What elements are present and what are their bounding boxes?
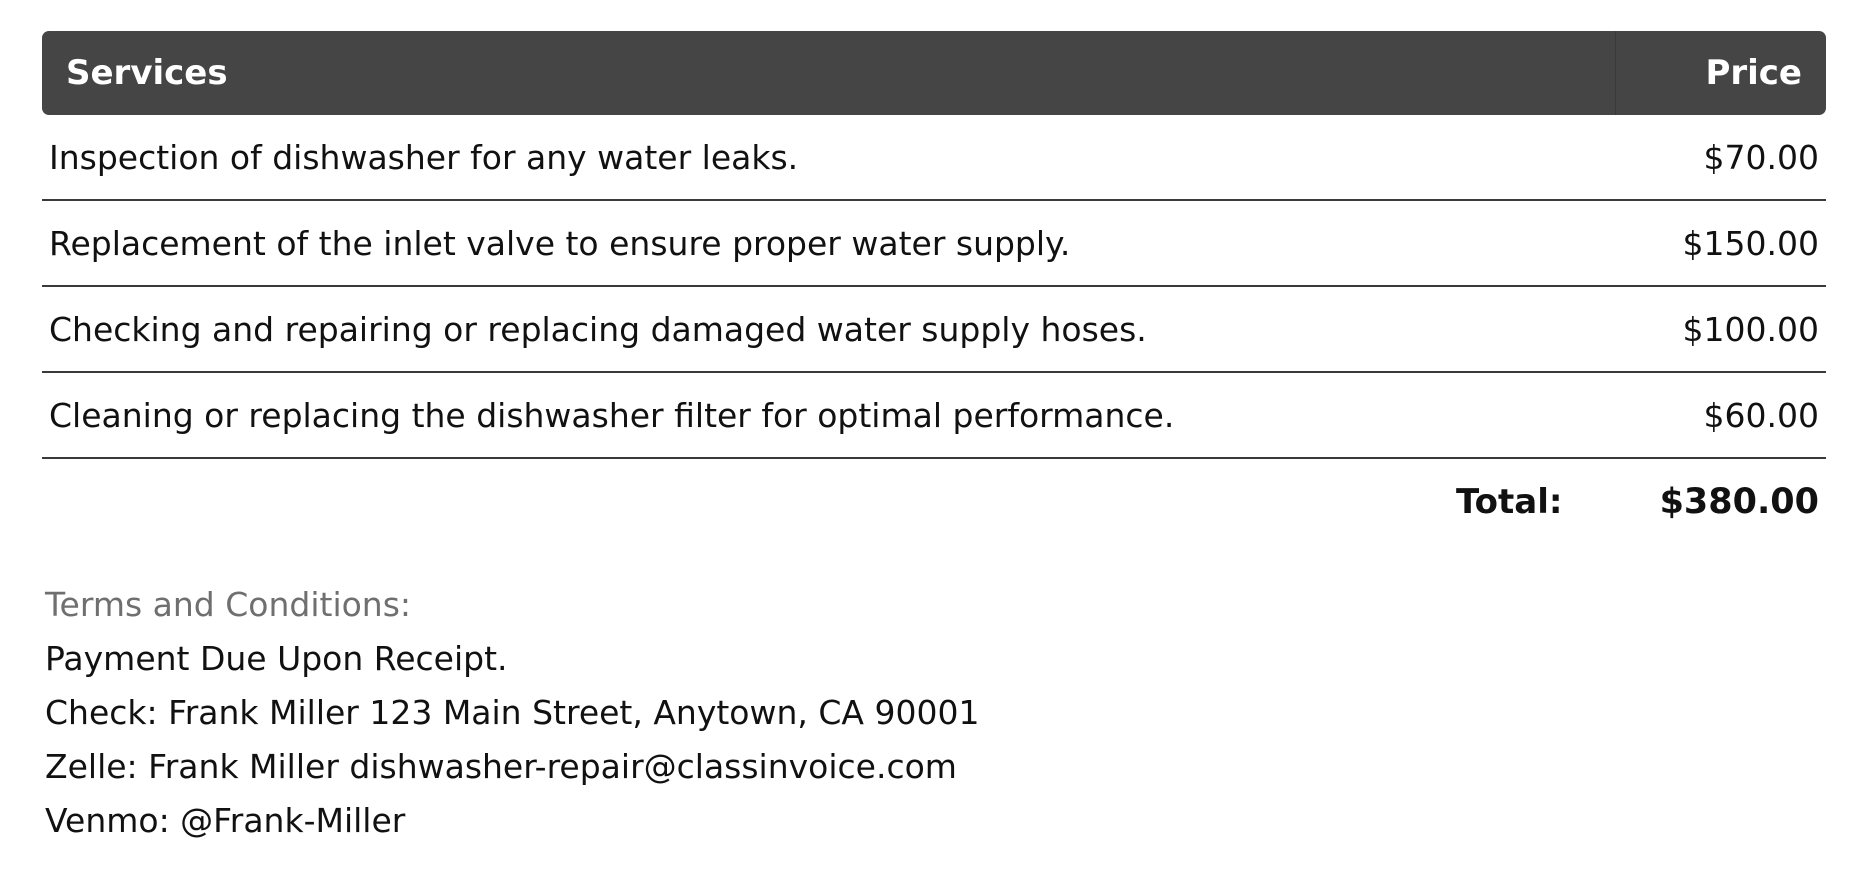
terms-line-check: Check: Frank Miller 123 Main Street, Anytown, CA 90001	[45, 693, 980, 732]
total-row	[42, 459, 1826, 545]
service-price: $100.00	[1682, 309, 1819, 349]
terms-heading: Terms and Conditions:	[45, 585, 412, 624]
total-value: $380.00	[1659, 482, 1819, 522]
table-row	[42, 201, 1826, 287]
table-header	[42, 31, 1826, 115]
terms-section	[45, 578, 979, 848]
table-row	[42, 287, 1826, 373]
service-description: Checking and repairing or replacing damaged water supply hoses.	[49, 309, 1147, 349]
terms-line-payment: Payment Due Upon Receipt.	[45, 639, 508, 678]
total-label: Total:	[1456, 482, 1563, 522]
service-price: $70.00	[1703, 137, 1819, 177]
price-column-header: Price	[1705, 53, 1802, 93]
service-description: Inspection of dishwasher for any water leaks.	[49, 137, 799, 177]
service-description: Replacement of the inlet valve to ensure proper water supply.	[49, 223, 1071, 263]
services-column-header: Services	[42, 31, 1616, 115]
terms-line-zelle: Zelle: Frank Miller dishwasher-repair@classinvoice.com	[45, 747, 957, 786]
service-description: Cleaning or replacing the dishwasher filter for optimal performance.	[49, 395, 1175, 435]
service-price: $150.00	[1682, 223, 1819, 263]
invoice-table	[42, 31, 1826, 545]
terms-line-venmo: Venmo: @Frank-Miller	[45, 801, 406, 840]
service-price: $60.00	[1703, 395, 1819, 435]
table-row	[42, 115, 1826, 201]
table-row	[42, 373, 1826, 459]
